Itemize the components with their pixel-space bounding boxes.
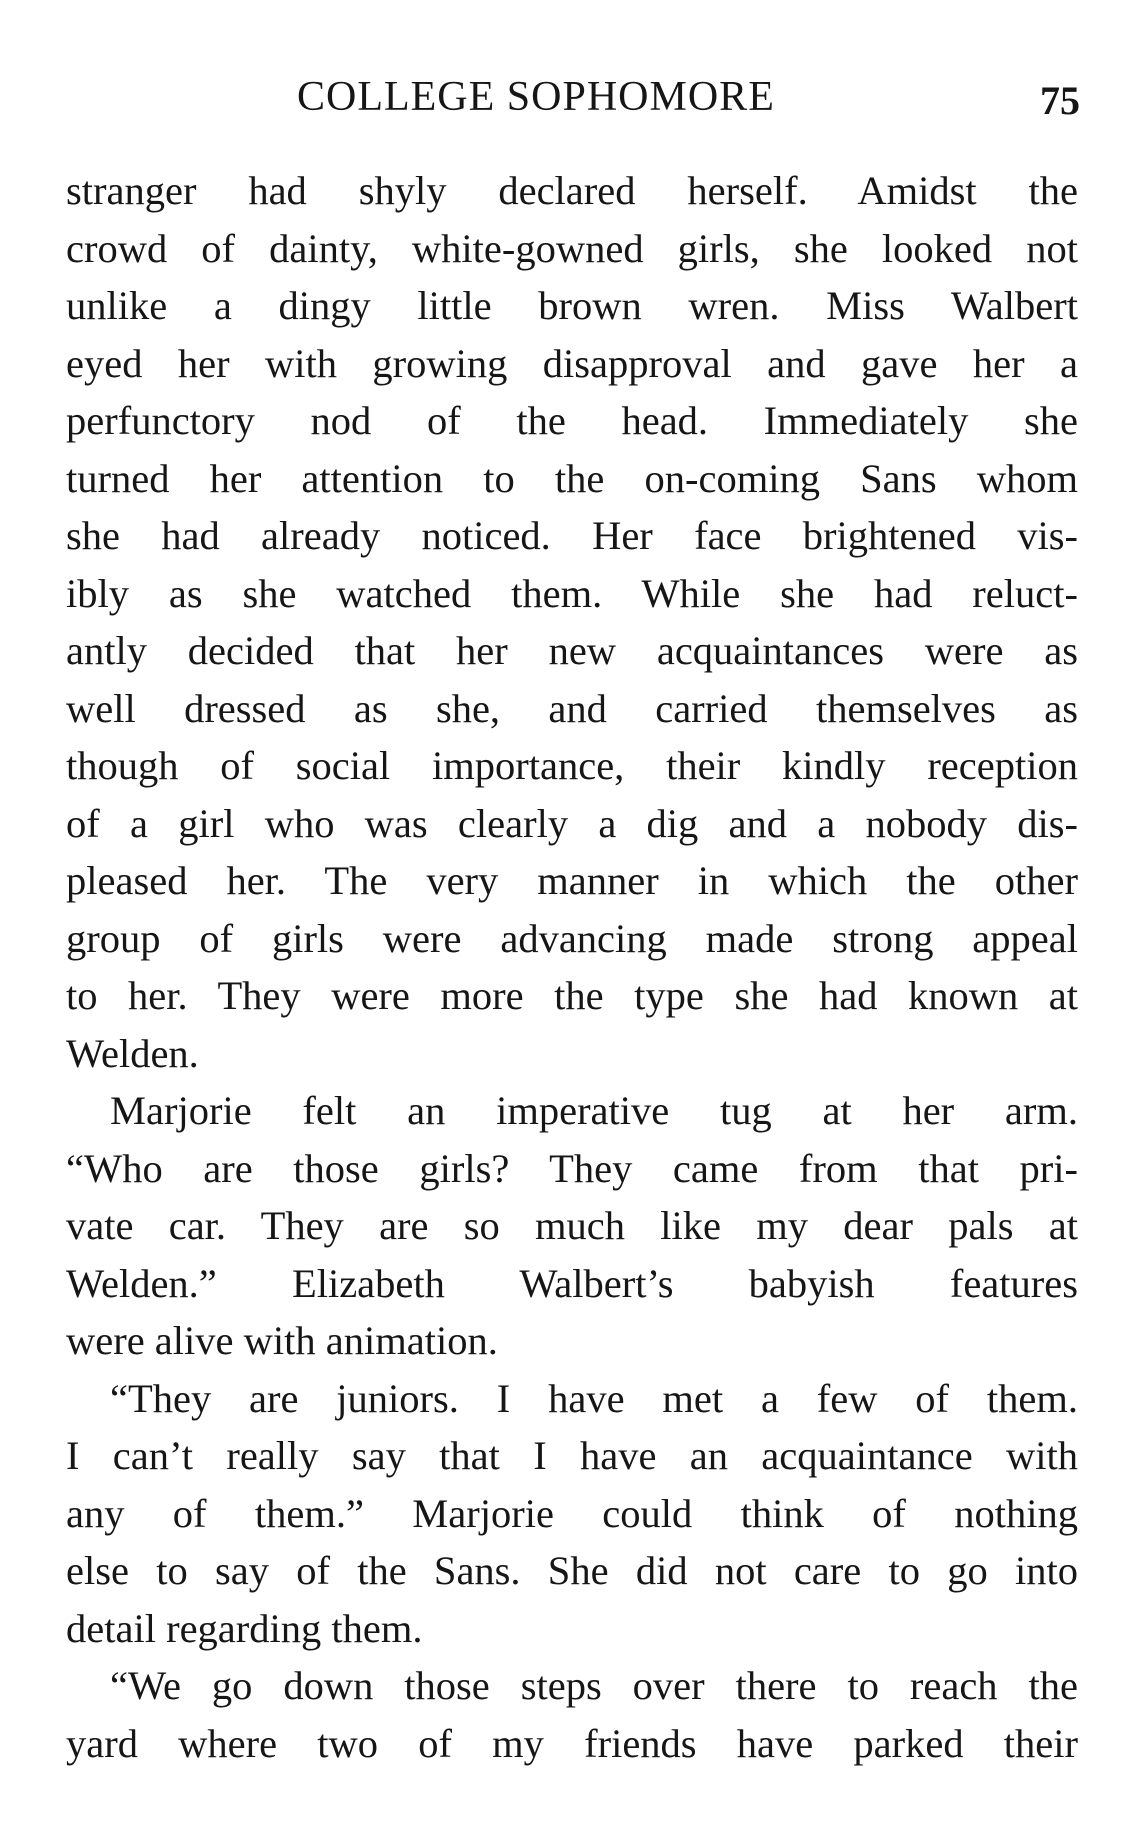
page-number: 75 xyxy=(1040,78,1080,123)
text-line: vate car. They are so much like my dear pals at xyxy=(66,1203,1078,1248)
text-line: antly decided that her new acquaintances were as xyxy=(66,628,1078,673)
text-line: I can’t really say that I have an acquaintance with xyxy=(66,1433,1078,1478)
text-line: any of them.” Marjorie could think of nothing xyxy=(66,1490,1078,1536)
text-line: ibly as she watched them. While she had reluct- xyxy=(66,570,1078,616)
text-line: were alive with animation. xyxy=(66,1318,498,1363)
text-line: perfunctory nod of the head. Immediately she xyxy=(66,398,1078,443)
text-line: pleased her. The very manner in which the other xyxy=(66,858,1078,903)
text-line: Welden. xyxy=(66,1030,199,1076)
text-line: Welden.” Elizabeth Walbert’s babyish features xyxy=(66,1260,1078,1306)
text-line: detail regarding them. xyxy=(66,1605,423,1651)
text-line: turned her attention to the on-coming Sans whom xyxy=(66,455,1078,501)
text-line: “Who are those girls? They came from that pri- xyxy=(66,1145,1078,1191)
text-line: to her. They were more the type she had known at xyxy=(66,973,1078,1018)
running-title: COLLEGE SOPHOMORE xyxy=(297,74,775,120)
text-line: “We go down those steps over there to reach the xyxy=(110,1663,1078,1708)
text-line: eyed her with growing disapproval and gave her a xyxy=(66,340,1078,386)
text-line: unlike a dingy little brown wren. Miss Walbert xyxy=(66,283,1078,328)
text-line: group of girls were advancing made strong appeal xyxy=(66,915,1078,961)
text-line: “They are juniors. I have met a few of them. xyxy=(110,1375,1078,1421)
text-line: Marjorie felt an imperative tug at her arm. xyxy=(110,1088,1078,1133)
running-head xyxy=(72,62,1080,132)
text-line: else to say of the Sans. She did not care to go into xyxy=(66,1548,1078,1593)
text-line: crowd of dainty, white-gowned girls, she looked not xyxy=(66,225,1078,271)
text-line: yard where two of my friends have parked their xyxy=(66,1720,1078,1766)
text-line: though of social importance, their kindly reception xyxy=(66,743,1078,788)
text-line: of a girl who was clearly a dig and a nobody dis- xyxy=(66,800,1078,846)
text-line: stranger had shyly declared herself. Amidst the xyxy=(66,168,1078,213)
body-text xyxy=(66,162,1078,1772)
text-line: well dressed as she, and carried themselves as xyxy=(66,685,1078,731)
text-line: she had already noticed. Her face brightened vis- xyxy=(66,513,1078,558)
